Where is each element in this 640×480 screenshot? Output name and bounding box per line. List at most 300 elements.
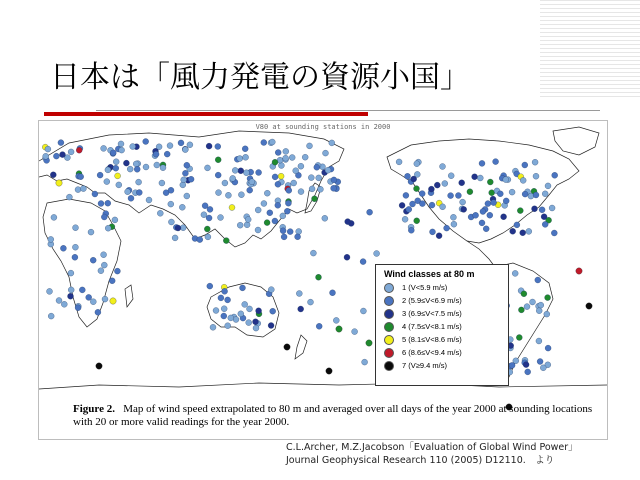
station-dot bbox=[105, 167, 111, 173]
station-dot bbox=[460, 199, 466, 205]
station-dot bbox=[90, 299, 96, 305]
map-header: V80 at sounding stations in 2000 bbox=[255, 123, 391, 131]
station-dot bbox=[247, 187, 253, 193]
station-dot bbox=[549, 205, 555, 211]
station-dot bbox=[119, 147, 125, 153]
antarctica-outline bbox=[39, 383, 607, 389]
station-dot bbox=[436, 233, 442, 239]
station-dot bbox=[520, 177, 526, 183]
station-dot bbox=[116, 182, 122, 188]
station-dot bbox=[414, 161, 420, 167]
station-dot bbox=[268, 323, 274, 329]
station-dot bbox=[130, 144, 136, 150]
station-dot bbox=[95, 309, 101, 315]
station-dot bbox=[72, 254, 78, 260]
caption-text: Map of wind speed extrapolated to 80 m and averaged over all days of the year 2000 at sounding locations with 20 or more valid readings for the year 2000. bbox=[73, 403, 593, 428]
station-dot bbox=[79, 287, 85, 293]
station-dot bbox=[402, 216, 408, 222]
station-dot bbox=[275, 181, 281, 187]
station-dot bbox=[419, 191, 425, 197]
station-dot bbox=[168, 201, 174, 207]
station-dot bbox=[215, 144, 221, 150]
station-dot bbox=[105, 225, 111, 231]
station-dot bbox=[298, 163, 304, 169]
station-dot bbox=[283, 148, 289, 154]
station-dot bbox=[542, 221, 548, 227]
station-dot bbox=[448, 173, 454, 179]
station-dot bbox=[216, 190, 222, 196]
station-dot bbox=[522, 162, 528, 168]
station-dot bbox=[526, 228, 532, 234]
station-dot bbox=[207, 283, 213, 289]
station-dot bbox=[541, 214, 547, 220]
station-dot bbox=[73, 225, 79, 231]
station-dot bbox=[552, 172, 558, 178]
station-dot bbox=[160, 165, 166, 171]
station-dot bbox=[264, 190, 270, 196]
station-dot bbox=[58, 140, 64, 146]
station-dot bbox=[525, 369, 531, 375]
station-dot bbox=[246, 320, 252, 326]
station-dot bbox=[345, 219, 351, 225]
station-dot bbox=[228, 315, 234, 321]
station-dot bbox=[283, 155, 289, 161]
legend-label-7: 7 (V≥9.4 m/s) bbox=[402, 361, 447, 370]
station-dot bbox=[329, 140, 335, 146]
station-dot bbox=[178, 140, 184, 146]
station-dot bbox=[410, 201, 416, 207]
station-dot bbox=[184, 162, 190, 168]
station-dot bbox=[123, 160, 129, 166]
station-dot bbox=[80, 186, 86, 192]
station-dot bbox=[105, 200, 111, 206]
station-dot bbox=[238, 311, 244, 317]
station-dot bbox=[53, 153, 59, 159]
station-dot bbox=[444, 225, 450, 231]
station-dot bbox=[517, 208, 523, 214]
station-dot bbox=[188, 176, 194, 182]
station-dot bbox=[154, 162, 160, 168]
station-dot bbox=[60, 245, 66, 251]
station-dot bbox=[267, 210, 273, 216]
station-dot bbox=[514, 222, 520, 228]
station-dot bbox=[232, 167, 238, 173]
citation-line-1: C.L.Archer, M.Z.Jacobson「Evaluation of Global Wind Power」 bbox=[286, 442, 578, 453]
station-dot bbox=[238, 192, 244, 198]
legend-swatch-7 bbox=[384, 361, 394, 371]
station-dot bbox=[72, 244, 78, 250]
station-dot bbox=[344, 254, 350, 260]
station-dot bbox=[487, 212, 493, 218]
station-dot bbox=[479, 160, 485, 166]
station-dot bbox=[275, 150, 281, 156]
station-dot bbox=[221, 313, 227, 319]
station-dot bbox=[467, 189, 473, 195]
station-dot bbox=[61, 301, 67, 307]
station-dot bbox=[243, 154, 249, 160]
citation-line-2: Journal Geophysical Research 110 (2005) D12110. より bbox=[286, 455, 555, 466]
station-dot bbox=[272, 218, 278, 224]
station-dot bbox=[278, 163, 284, 169]
station-dot bbox=[284, 344, 290, 350]
station-dot bbox=[532, 206, 538, 212]
station-dot bbox=[167, 143, 173, 149]
legend-title: Wind classes at 80 m bbox=[384, 269, 475, 279]
legend-row-class-1 bbox=[384, 281, 508, 294]
station-dot bbox=[286, 187, 292, 193]
station-dot bbox=[472, 174, 478, 180]
station-dot bbox=[47, 288, 53, 294]
station-dot bbox=[66, 194, 72, 200]
station-dot bbox=[333, 317, 339, 323]
station-dot bbox=[98, 201, 104, 207]
station-dot bbox=[524, 304, 530, 310]
title-rule-gray bbox=[96, 110, 600, 111]
station-dot bbox=[480, 209, 486, 215]
station-dot bbox=[278, 173, 284, 179]
station-dot bbox=[360, 259, 366, 265]
station-dot bbox=[291, 180, 297, 186]
station-dot bbox=[143, 164, 149, 170]
title-rule-red bbox=[44, 112, 368, 116]
station-dot bbox=[533, 173, 539, 179]
station-dot bbox=[503, 198, 509, 204]
station-dot bbox=[296, 229, 302, 235]
madagascar-outline bbox=[125, 285, 133, 307]
station-dot bbox=[576, 268, 582, 274]
station-dot bbox=[146, 197, 152, 203]
station-dot bbox=[285, 200, 291, 206]
station-dot bbox=[238, 168, 244, 174]
legend-label-2: 2 (5.9≤V<6.9 m/s) bbox=[402, 296, 462, 305]
station-dot bbox=[287, 229, 293, 235]
station-dot bbox=[68, 287, 74, 293]
station-dot bbox=[153, 151, 159, 157]
station-dot bbox=[102, 296, 108, 302]
station-dot bbox=[101, 252, 107, 258]
station-dot bbox=[316, 175, 322, 181]
caption-label: Figure 2. bbox=[73, 403, 115, 415]
station-dot bbox=[367, 209, 373, 215]
station-dot bbox=[532, 159, 538, 165]
station-dot bbox=[518, 307, 524, 313]
station-dot bbox=[125, 189, 131, 195]
station-dot bbox=[330, 290, 336, 296]
station-dot bbox=[206, 215, 212, 221]
station-dot bbox=[205, 234, 211, 240]
station-dot bbox=[218, 215, 224, 221]
station-dot bbox=[114, 268, 120, 274]
station-dot bbox=[545, 295, 551, 301]
legend-swatch-3 bbox=[384, 309, 394, 319]
station-dot bbox=[308, 299, 314, 305]
station-dot bbox=[243, 170, 249, 176]
station-dot bbox=[229, 205, 235, 211]
station-dot bbox=[310, 250, 316, 256]
station-dot bbox=[295, 234, 301, 240]
station-dot bbox=[501, 214, 507, 220]
station-dot bbox=[366, 340, 372, 346]
station-dot bbox=[222, 180, 228, 186]
station-dot bbox=[512, 270, 518, 276]
station-dot bbox=[136, 190, 142, 196]
station-dot bbox=[284, 208, 290, 214]
station-dot bbox=[201, 212, 207, 218]
station-dot bbox=[523, 362, 529, 368]
station-dot bbox=[540, 365, 546, 371]
station-dot bbox=[544, 311, 550, 317]
legend-label-4: 4 (7.5≤V<8.1 m/s) bbox=[402, 322, 462, 331]
station-dot bbox=[308, 175, 314, 181]
greenland-outline bbox=[553, 127, 599, 155]
station-dot bbox=[172, 235, 178, 241]
station-dot bbox=[352, 329, 358, 335]
station-dot bbox=[430, 229, 436, 235]
station-dot bbox=[204, 226, 210, 232]
station-dot bbox=[136, 179, 142, 185]
legend-row-class-7 bbox=[384, 359, 508, 372]
station-dot bbox=[210, 324, 216, 330]
figure bbox=[38, 120, 608, 440]
station-dot bbox=[473, 212, 479, 218]
station-dot bbox=[537, 359, 543, 365]
station-dot bbox=[48, 236, 54, 242]
legend-label-1: 1 (V<5.9 m/s) bbox=[402, 283, 448, 292]
station-dot bbox=[240, 285, 246, 291]
station-dot bbox=[440, 204, 446, 210]
station-dot bbox=[247, 306, 253, 312]
station-dot bbox=[539, 207, 545, 213]
station-dot bbox=[96, 363, 102, 369]
legend-swatch-4 bbox=[384, 322, 394, 332]
station-dot bbox=[43, 153, 49, 159]
station-dot bbox=[175, 225, 181, 231]
station-dot bbox=[45, 146, 51, 152]
decorative-stripes bbox=[540, 0, 640, 100]
station-dot bbox=[110, 150, 116, 156]
legend-label-3: 3 (6.9≤V<7.5 m/s) bbox=[402, 309, 462, 318]
station-dot bbox=[545, 345, 551, 351]
station-dot bbox=[289, 155, 295, 161]
station-dot bbox=[86, 294, 92, 300]
station-dot bbox=[101, 145, 107, 151]
station-dot bbox=[112, 217, 118, 223]
station-dot bbox=[374, 251, 380, 257]
station-dot bbox=[497, 191, 503, 197]
station-dot bbox=[281, 234, 287, 240]
station-dot bbox=[253, 325, 259, 331]
station-dot bbox=[521, 291, 527, 297]
station-dot bbox=[528, 193, 534, 199]
station-dot bbox=[134, 166, 140, 172]
station-dot bbox=[218, 295, 224, 301]
station-dot bbox=[109, 278, 115, 284]
station-dot bbox=[60, 152, 66, 158]
station-dot bbox=[419, 201, 425, 207]
station-dot bbox=[414, 186, 420, 192]
station-dot bbox=[157, 210, 163, 216]
station-dot bbox=[255, 207, 261, 213]
station-dot bbox=[459, 180, 465, 186]
station-dot bbox=[336, 326, 342, 332]
station-dot bbox=[489, 190, 495, 196]
station-dot bbox=[483, 226, 489, 232]
station-dot bbox=[197, 237, 203, 243]
station-dot bbox=[264, 220, 270, 226]
station-dot bbox=[551, 230, 557, 236]
station-dot bbox=[360, 308, 366, 314]
station-dot bbox=[331, 177, 337, 183]
station-dot bbox=[215, 172, 221, 178]
station-dot bbox=[399, 202, 405, 208]
station-dot bbox=[272, 159, 278, 165]
station-dot bbox=[48, 313, 54, 319]
station-dot bbox=[242, 301, 248, 307]
station-dot bbox=[530, 299, 536, 305]
station-dot bbox=[256, 308, 262, 314]
station-dot bbox=[182, 170, 188, 176]
station-dot bbox=[414, 218, 420, 224]
station-dot bbox=[230, 175, 236, 181]
world-map bbox=[39, 121, 607, 439]
station-dot bbox=[485, 201, 491, 207]
station-dot bbox=[75, 187, 81, 193]
station-dot bbox=[520, 230, 526, 236]
station-dot bbox=[542, 191, 548, 197]
station-dot bbox=[56, 180, 62, 186]
station-dot bbox=[406, 206, 412, 212]
station-dot bbox=[448, 193, 454, 199]
station-dot bbox=[187, 142, 193, 148]
station-dot bbox=[97, 172, 103, 178]
station-dot bbox=[104, 179, 110, 185]
legend-swatch-2 bbox=[384, 296, 394, 306]
station-dot bbox=[237, 156, 243, 162]
station-dot bbox=[312, 196, 318, 202]
station-dot bbox=[221, 306, 227, 312]
new-zealand-outline bbox=[295, 335, 307, 359]
station-dot bbox=[316, 323, 322, 329]
station-dot bbox=[50, 172, 56, 178]
station-dot bbox=[225, 297, 231, 303]
station-dot bbox=[133, 161, 139, 167]
station-dot bbox=[213, 308, 219, 314]
station-dot bbox=[487, 179, 493, 185]
station-dot bbox=[429, 202, 435, 208]
station-dot bbox=[434, 182, 440, 188]
station-dot bbox=[51, 214, 57, 220]
station-dot bbox=[316, 274, 322, 280]
station-dot bbox=[272, 174, 278, 180]
station-dot bbox=[307, 143, 313, 149]
station-dot bbox=[118, 141, 124, 147]
station-dot bbox=[451, 221, 457, 227]
station-dot bbox=[68, 293, 74, 299]
station-dot bbox=[110, 298, 116, 304]
station-dot bbox=[522, 191, 528, 197]
station-dot bbox=[298, 189, 304, 195]
station-dot bbox=[143, 139, 149, 145]
legend-swatch-1 bbox=[384, 283, 394, 293]
station-dot bbox=[206, 143, 212, 149]
station-dot bbox=[168, 187, 174, 193]
station-dot bbox=[88, 229, 94, 235]
station-dot bbox=[205, 165, 211, 171]
station-dot bbox=[261, 140, 267, 146]
station-dot bbox=[309, 186, 315, 192]
legend-row-class-5 bbox=[384, 333, 508, 346]
station-dot bbox=[442, 181, 448, 187]
station-dot bbox=[491, 200, 497, 206]
station-dot bbox=[302, 154, 308, 160]
station-dot bbox=[322, 215, 328, 221]
station-dot bbox=[450, 214, 456, 220]
station-dot bbox=[164, 151, 170, 157]
station-dot bbox=[225, 323, 231, 329]
station-dot bbox=[255, 227, 261, 233]
station-dot bbox=[510, 228, 516, 234]
station-dot bbox=[298, 306, 304, 312]
station-dot bbox=[225, 192, 231, 198]
station-dot bbox=[182, 147, 188, 153]
station-dot bbox=[113, 165, 119, 171]
station-dot bbox=[261, 201, 267, 207]
station-dot bbox=[533, 192, 539, 198]
station-dot bbox=[455, 193, 461, 199]
legend-row-class-3 bbox=[384, 307, 508, 320]
station-dot bbox=[493, 159, 499, 165]
legend-swatch-5 bbox=[384, 335, 394, 345]
citation bbox=[286, 441, 636, 467]
legend-label-5: 5 (8.1≤V<8.6 m/s) bbox=[402, 335, 462, 344]
station-dot bbox=[184, 193, 190, 199]
legend-row-class-6 bbox=[384, 346, 508, 359]
station-dot bbox=[78, 174, 84, 180]
station-dot bbox=[479, 220, 485, 226]
station-dot bbox=[101, 214, 107, 220]
station-dot bbox=[92, 191, 98, 197]
station-dot bbox=[253, 319, 259, 325]
station-dot bbox=[159, 180, 165, 186]
station-dot bbox=[509, 189, 515, 195]
station-dot bbox=[127, 166, 133, 172]
station-dot bbox=[314, 164, 320, 170]
station-dot bbox=[101, 262, 107, 268]
legend-row-class-4 bbox=[384, 320, 508, 333]
station-dot bbox=[249, 179, 255, 185]
station-dot bbox=[396, 159, 402, 165]
station-dot bbox=[477, 175, 483, 181]
station-dot bbox=[76, 147, 82, 153]
station-dot bbox=[98, 268, 104, 274]
station-dot bbox=[75, 305, 81, 311]
station-dot bbox=[256, 170, 262, 176]
station-dot bbox=[90, 257, 96, 263]
station-dot bbox=[586, 303, 592, 309]
station-dot bbox=[168, 219, 174, 225]
station-dot bbox=[440, 164, 446, 170]
station-dot bbox=[326, 368, 332, 374]
station-dot bbox=[516, 335, 522, 341]
wind-class-legend bbox=[375, 264, 509, 386]
station-dot bbox=[113, 159, 119, 165]
station-dot bbox=[293, 168, 299, 174]
station-dot bbox=[509, 362, 515, 368]
station-dot bbox=[56, 298, 62, 304]
station-dot bbox=[222, 288, 228, 294]
station-dot bbox=[244, 222, 250, 228]
station-dot bbox=[331, 185, 337, 191]
